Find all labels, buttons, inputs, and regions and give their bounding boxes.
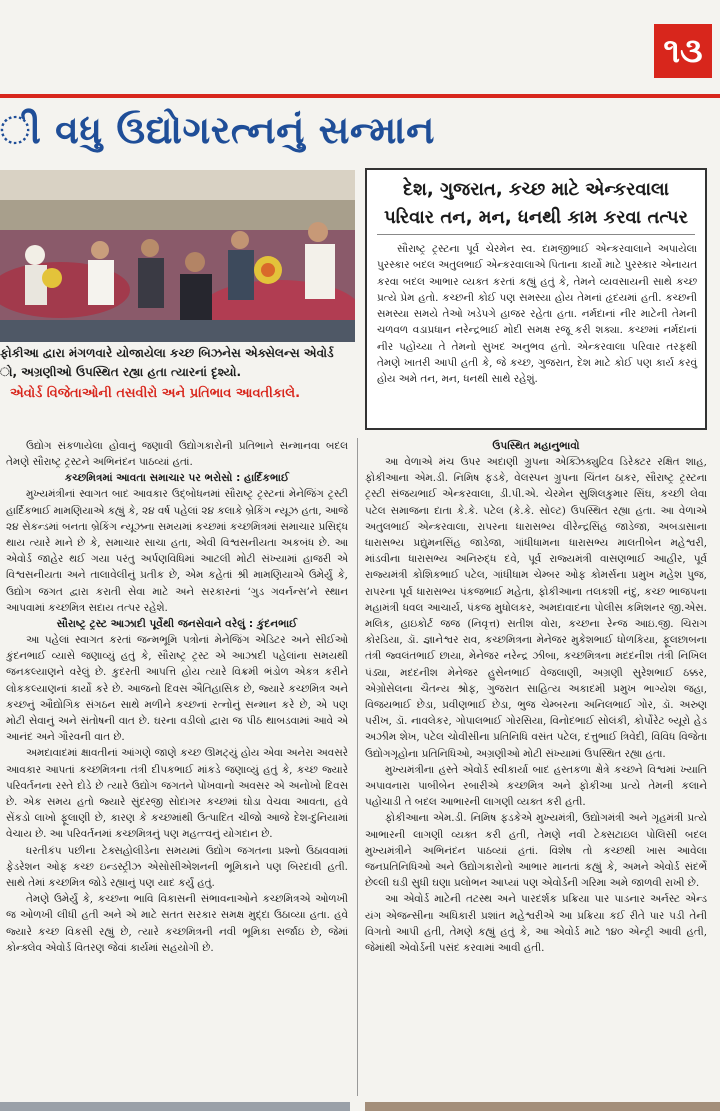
paragraph: ઉદ્યોગ સંકળાયેલા હોવાનું જણાવી ઉદ્યોગકારોની પ્રતિભાને સન્માનવા બદલ તેમણે સૌરાષ્ટ્ર ટ્રસ્ટને અભિનંદન પાઠવ્યાં હતાં.	[6, 440, 348, 469]
right-article-column	[365, 438, 707, 1098]
box-title-line-2: પરિવાર તન, મન, ધનથી કામ કરવા તત્પર	[384, 207, 688, 228]
paragraph: આ એવોર્ડ માટેની તટસ્થ અને પારદર્શક પ્રક્રિયા પાર પાડનાર અર્નસ્ટ એન્ડ યંગ એજન્સીના અધિકારી પ્રશાંત મહેશ્વરીએ આ પ્રક્રિયા કઈ રીતે પાર પડી તેની વિગતો આપી હતી, તેમણે કહ્યું હતું કે, આ એવોર્ડ માટે ૧૪૦ એન્ટ્રી આવી હતી, જેમાંથી એવોર્ડની પસંદ કરવામાં આવી હતી.	[365, 893, 707, 955]
column-divider	[357, 438, 358, 1096]
paragraph: મુખ્યમંત્રીનાં સ્વાગત બાદ આવકાર ઉદ્બોધનમાં સૌરાષ્ટ્ર ટ્રસ્ટનાં મેનેજિંગ ટ્રસ્ટી હાર્દિકભાઈ મામણિયાએ કહ્યું કે, ૨૪ વર્ષ પહેલાં ૨૪ કલાકે બ્રેકિંગ ન્યૂઝ હતા, આજે ૨૪ સેકન્ડમાં બનતા બ્રેકિંગ ન્યૂઝના સમયમાં કચ્છમાં કચ્છમિત્રમાં સમાચાર પ્રસિદ્ધ થાય ત્યારે માને છે કે, સમાચાર સાચા હતા, એવી વિશ્વસનીયતા અકબંધ છે. આ એવોર્ડ જાહેર થઈ ગયા પરંતુ અર્પણવિધિમાં આટલી મોટી સંખ્યામાં હાજરી એ વિશ્વસનીયતા અને તાલાવેલીનું પ્રતીક છે, એમ કહેતાં શ્રી મામણિયાએ ઉમેર્યું કે, ઉદ્યોગ જગત દ્વારા કરાતી સેવા માટે અને સરકારનાં ‘ગુડ ગવર્નન્સ’ને સ્થાન આપવામાં કચ્છમિત્ર સદાય તત્પર રહેશે.	[6, 488, 348, 614]
box-title-line-1: દેશ, ગુજરાત, કચ્છ માટે એન્કરવાલા	[402, 179, 670, 200]
photo-caption	[0, 344, 360, 403]
paragraph: ફોકીઆના એમ.ડી. નિમિષ ફડકેએ મુખ્યમંત્રી, ઉદ્યોગમંત્રી અને ગૃહમંત્રી પ્રત્યે આભારની લાગણી વ્યક્ત કરી હતી, તેમણે નવી ટેક્સટાઇલ પોલિસી બદલ મુખ્યમંત્રીને અભિનંદન પાઠવ્યાં હતાં. વિશેષ તો કચ્છથી ખાસ આવેલા જનપ્રતિનિધિઓ અને ઉદ્યોગકારોનો આભાર માનતાં કહ્યું કે, અમને એવોર્ડ સંદર્ભે છેલ્લી ઘડી સુધી ઘણા પ્રલોભન આપ્યાં પણ એવોર્ડની ગરિમા અમે જાળવી રાખી છે.	[365, 812, 707, 890]
event-photo	[0, 170, 355, 342]
box-divider	[377, 234, 695, 235]
subheading: ઉપસ્થિત મહાનુભાવો	[492, 440, 580, 452]
paragraph: મુખ્યમંત્રીના હસ્તે એવોર્ડ સ્વીકાર્યા બાદ હસ્તકળા ક્ષેત્રે કચ્છને વિશ્વમાં ખ્યાતિ અપાવનારા પાબીબેન રબારીએ કચ્છમિત્ર અને ફોકીઆ પ્રત્યે તેમની કલાને પહોંચાડી તે બદલ આભારની લાગણી વ્યક્ત કરી હતી.	[365, 763, 707, 809]
subheading: કચ્છમિત્રમાં આવતા સમાચાર પર ભરોસો : હાર્દિકભાઈ	[64, 472, 290, 485]
page-number-badge: ૧૩	[654, 24, 712, 78]
paragraph: આ પહેલાં સ્વાગત કરતાં જન્મભૂમિ પત્રોનાં મેનેજિંગ એડિટર અને સીઈઓ કુંદનભાઈ વ્યાસે જણાવ્યું હતું કે, સૌરાષ્ટ્ર ટ્રસ્ટ એ આઝાદી પહેલાંના સમયથી જનકલ્યાણને વરેલું છે. કુદરતી આપત્તિ હોય ત્યારે વિક્રમી ભંડોળ એકત્ર કરીને લોકકલ્યાણનાં કાર્યો કરે છે. આજનો દિવસ ઐતિહાસિક છે, જ્યારે કચ્છમિત્ર અને કચ્છનું ઔદ્યોગિક સંગઠન સાથે મળીને કચ્છનાં રત્નોનું સન્માન કરે છે, એ પણ મોટી સેવાનું અને સંતોષની વાત છે. ઘરના વડીલો દ્વારા જ પીઠ થાબડવામાં આવે એ આનંદ અને ગૌરવની વાત છે.	[6, 634, 348, 744]
paragraph: ધરતીકંપ પછીના ટેક્સહોલીડેના સમયમાં ઉદ્યોગ જગતના પ્રશ્નો ઉઠાવવામાં ફેડરેશન ઓફ કચ્છ ઇન્ડસ્ટ્રીઝ એસોસીએશનની ભૂમિકાને પણ બિરદાવી હતી. સાથે તેમાં કચ્છમિત્ર જોડે રહ્યાનું પણ યાદ કર્યું હતું.	[6, 844, 348, 890]
next-photo-left	[0, 1102, 350, 1111]
paragraph: અમદાવાદમાં ક્ષાવતીનાં આંગણે જાણે કચ્છ ઊમટ્યું હોય એવા અનેરા અવસરે આવકાર આપતાં કચ્છમિત્રના તંત્રી દીપકભાઈ માંકડે જણાવ્યું હતું કે, કચ્છ જ્યારે પરિવર્તનના રસ્તે દોડે છે ત્યારે ઉદ્યોગ જગતને પોંખવાનો અવસર એ અનોખો દિવસ છે. એક સમય હતો જ્યારે સુંદરજી સોદાગર કચ્છમાં ઘોડા વેચવા આવતા, હવે સેંકડો લાખો ફૂલાણી છે, કારણ કે કચ્છમાંથી ઉત્પાદિત ચીજો આજે દેશ-દુનિયામાં વેચાય છે. આ પરિવર્તનમાં કચ્છમિત્રનું પણ મહત્ત્વનું યોગદાન છે.	[6, 747, 348, 841]
sidebar-box	[365, 168, 707, 430]
box-body-text: સૌરાષ્ટ્ર ટ્રસ્ટના પૂર્વ ચેરમેન સ્વ. દામજીભાઈ એન્કરવાલાને અપાયેલા પુરસ્કાર બદલ અતુલભાઈ એન્કરવાલાએ પિતાના કાર્યો માટે પુરસ્કાર એનાયત કરવા બદલ આભાર વ્યક્ત કરતાં કહ્યું હતું કે, તેમને વ્યવસાયની સાથે કચ્છ પ્રત્યે પ્રેમ હતો. કચ્છની કોઈ પણ સમસ્યા હોય તેમનાં હૃદયમાં હતી. કચ્છની સમસ્યા સમયે તેઓ ખડેપગે હાજર રહેતા હતા. નર્મદાનાં નીર માટેની તેમની ચળવળ વડાપ્રધાન નરેન્દ્રભાઈ મોદી સમક્ષ રજૂ કરી શક્યા. કચ્છમાં નર્મદાનાં નીર પહોંચ્યા તે તેમનો સુખદ અનુભવ હતો. એન્કરવાલા પરિવાર તરફથી તેમણે ખાતરી આપી હતી કે, જે કચ્છ, ગુજરાત, દેશ માટે કોઈ પણ કાર્ય કરવું હોય અમે તન, મન, ધનથી સાથે રહેશું.	[377, 243, 697, 386]
header-rule	[0, 94, 720, 98]
event-audience-photo-icon	[0, 170, 355, 342]
paragraph: તેમણે ઉમેર્યું કે, કચ્છના ભાવિ વિકાસની સંભાવનાઓને કચ્છમિત્રએ ઓળખી જ ઓળખી લીધી હતી અને એ માટે સતત સરકાર સમક્ષ મુદ્દા ઉઠાવ્યા હતા. હવે જ્યારે કચ્છ વિકસી રહ્યું છે, ત્યારે કચ્છમિત્રની નવી ભૂમિકા સર્જાઇ છે, જેમાં કોન્ક્લેવ એવોર્ડ વિતરણ જેવાં કાર્યમાં સહયોગી છે.	[6, 893, 348, 954]
headline: ી વધુ ઉદ્યોગરત્નનું સન્માન	[0, 108, 435, 152]
paragraph: આ વેળાએ મંચ ઉપર અદાણી ગ્રુપના એક્ઝિક્યુટિવ ડિરેક્ટર રક્ષિત શાહ, ફોકીઆના એમ.ડી. નિમિષ ફડકે, વેલસ્પન ગ્રુપના ચિંતન ઠાકર, સૌરાષ્ટ્ર ટ્રસ્ટના ટ્રસ્ટી સંજયભાઈ એન્કરવાલા, ડી.પી.એ. ચેરમેન સુશિલકુમાર સિંઘ, કચ્છી લેવા પટેલ સમાજના દાતા કે.કે. પટેલ (કે.કે. સોલ્ટ) ઉપસ્થિત રહ્યા હતા. આ વેળાએ અતુલભાઈ એન્કરવાલા, રાપરના ધારાસભ્ય વીરેન્દ્રસિંહ જાડેજા, અબડાસાના ધારાસભ્ય પ્રદ્યુમનસિંહ જાડેજા, ગાંધીધામના ધારાસભ્ય માલતીબેન મહેશ્વરી, માંડવીના ધારાસભ્ય અનિરુદ્ધ દવે, પૂર્વ રાજ્યમંત્રી વાસણભાઈ આહીર, પૂર્વ રાજ્યમંત્રી કોશિકભાઈ પટેલ, ગાંધીધામ ચેમ્બર ઓફ કોમર્સના પ્રમુખ મહેશ પુજ, રાપરના પૂર્વ ધારાસભ્ય પંકજભાઈ મહેતા, ફોકીઆના તલકશી નંદુ, કચ્છ ભાજપના મહામંત્રી ધવલ આચાર્ય, પંકજ મુધોલકર, અમદાવાદના પોલીસ કમિશનર જી.એસ. મલિક, હાઇકોર્ટ જજ (નિવૃત્ત) સતીશ વોરા, કચ્છના રેન્જ આઇ.જી. ચિરાગ કોરડિયા, ડૉ. જ્ઞાનેશ્વર રાવ, કચ્છમિત્રના મેનેજર મુકેશભાઈ ધોળકિયા, ફૂલછાબના તંત્રી જ્વલંતભાઈ છાયા, મેનેજર નરેન્દ્ર ઝીબા, કચ્છમિત્રના મદદનીશ તંત્રી નિખિલ પંડ્યા, મદદનીશ મેનેજર હુસેનભાઈ વેજલાણી, અગ્રણી સુરેશભાઈ ઠક્કર, એગ્રોસેલના ચૈતન્ય શ્રોફ, ગુજરાત સાહિત્ય અકાદમી પ્રમુખ ભાગ્યેશ જહા, વિજયભાઈ છેડા, પ્રવીણભાઈ છેડા, ભુજ ચેમ્બરના અનિલભાઈ ગોર, ડૉ. અરુણ પરીખ, ડૉ. નાવલેકર, ગોપાલભાઈ ગોરસિયા, વિનોદભાઈ સોલંકી, કોર્પોરેટ બ્યૂરો હેડ અઝીમ શેખ, પટેલ ચોવીસીના પ્રતિનિધિ વસંત પટેલ, દત્તુભાઈ ત્રિવેદી, વિવિધ વિજેતા ઉદ્યોગગૃહોના પ્રતિનિધિઓ, અગ્રણીઓ મોટી સંખ્યામાં ઉપસ્થિત રહ્યા હતા.	[365, 456, 707, 760]
caption-tomorrow-note: એવોર્ડ વિજેતાઓની તસવીરો અને પ્રતિભાવ આવતીકાલે.	[10, 386, 301, 401]
subheading: સૌરાષ્ટ્ર ટ્રસ્ટ આઝાદી પૂર્વેથી જનસેવાને વરેલું : કુંદનભાઈ	[56, 618, 298, 631]
caption-line-2: ો, અગ્રણીઓ ઉપસ્થિત રહ્યા હતા ત્યારનાં દૃશ્યો.	[0, 365, 242, 379]
left-article-column	[6, 438, 348, 1096]
next-section-strip	[0, 1100, 720, 1111]
caption-line-1: ફોકીઆ દ્વારા મંગળવારે યોજાયેલા કચ્છ બિઝનેસ એક્સેલન્સ એવોર્ડ	[0, 346, 334, 360]
next-photo-right	[365, 1102, 720, 1111]
